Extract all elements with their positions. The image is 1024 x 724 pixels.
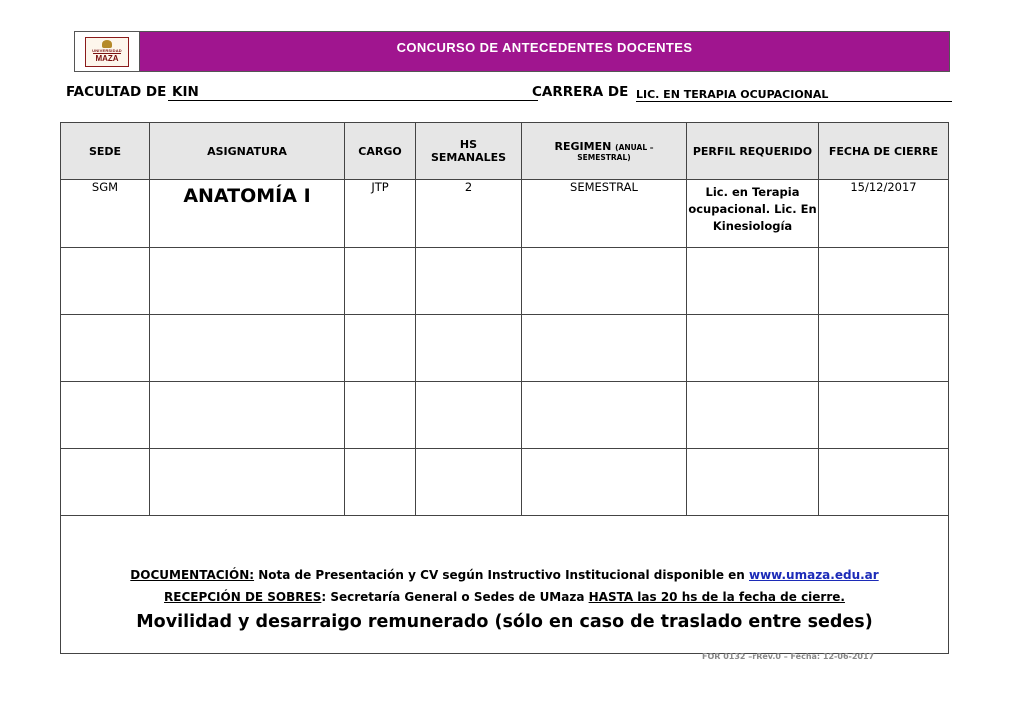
- empty-table-row: [61, 248, 949, 315]
- website-link[interactable]: www.umaza.edu.ar: [749, 568, 879, 582]
- documentation-line: [61, 568, 948, 582]
- faculty-career-line: [66, 84, 952, 102]
- regimen-label: REGIMEN: [554, 140, 612, 153]
- faculty-value: KIN: [168, 84, 538, 101]
- form-code: FOR 0132 –rRev.0 – Fecha: 12-06-2017: [702, 652, 875, 661]
- col-header-perfil: PERFIL REQUERIDO: [687, 123, 819, 180]
- regimen-small: (ANUAL –: [615, 143, 654, 152]
- empty-table-row: [61, 315, 949, 382]
- documentation-label: DOCUMENTACIÓN:: [130, 568, 255, 582]
- logo-bottom-text: MAZA: [95, 54, 119, 63]
- cell-sede: SGM: [61, 180, 150, 248]
- col-header-cargo: CARGO: [345, 123, 416, 180]
- cell-asignatura: ANATOMÍA I: [150, 180, 345, 248]
- regimen-small2: SEMESTRAL): [577, 153, 631, 162]
- table-row: [61, 180, 949, 248]
- page-title: CONCURSO DE ANTECEDENTES DOCENTES: [396, 40, 693, 55]
- col-header-hs: [416, 123, 522, 180]
- university-logo: [85, 37, 129, 67]
- reception-text: : Secretaría General o Sedes de UMaza: [321, 590, 589, 604]
- logo-top-text: UNIVERSIDAD: [92, 48, 122, 53]
- col-header-fecha: FECHA DE CIERRE: [819, 123, 949, 180]
- reception-line: [61, 590, 948, 604]
- empty-table-row: [61, 449, 949, 516]
- career-value: LIC. EN TERAPIA OCUPACIONAL: [636, 84, 952, 102]
- mobility-note: Movilidad y desarraigo remunerado (sólo en caso de traslado entre sedes): [136, 612, 873, 632]
- footer-row: [61, 516, 949, 654]
- cell-cargo: JTP: [345, 180, 416, 248]
- empty-table-row: [61, 382, 949, 449]
- table-header-row: [61, 123, 949, 180]
- crest-icon: [102, 40, 112, 48]
- cell-perfil: Lic. en Terapia ocupacional. Lic. En Kinesiología: [687, 180, 819, 248]
- hs-line1: HS: [459, 138, 478, 151]
- cell-regimen: SEMESTRAL: [522, 180, 687, 248]
- cell-hs: 2: [416, 180, 522, 248]
- col-header-sede: SEDE: [61, 123, 150, 180]
- positions-table: [60, 122, 949, 654]
- hs-line2: SEMANALES: [430, 151, 507, 164]
- career-label: CARRERA DE: [532, 84, 629, 100]
- reception-label: RECEPCIÓN DE SOBRES: [164, 590, 322, 604]
- cell-fecha: 15/12/2017: [819, 180, 949, 248]
- documentation-text: Nota de Presentación y CV según Instructivo Institucional disponible en: [254, 568, 749, 582]
- col-header-asignatura: ASIGNATURA: [150, 123, 345, 180]
- header-band: [74, 31, 950, 72]
- col-header-regimen: [522, 123, 687, 180]
- footer-cell: [61, 516, 949, 654]
- logo-cell: [75, 32, 140, 71]
- reception-deadline: HASTA las 20 hs de la fecha de cierre.: [588, 590, 845, 604]
- faculty-label: FACULTAD DE: [66, 84, 167, 100]
